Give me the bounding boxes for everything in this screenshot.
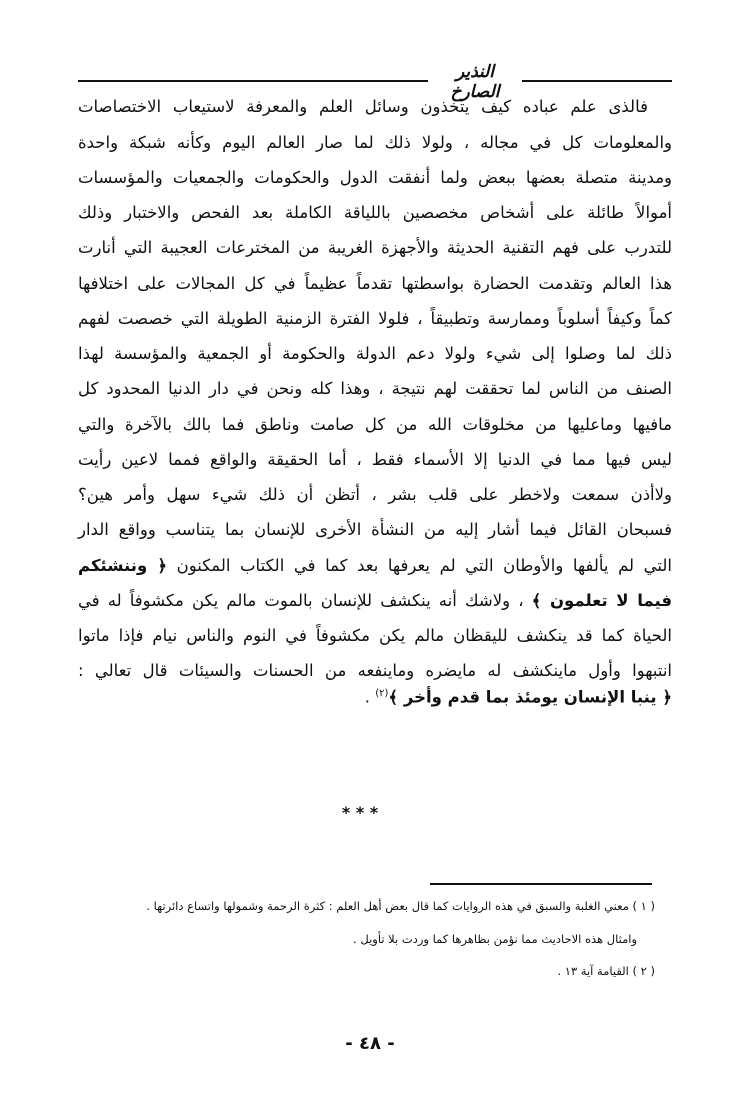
running-header-title: النذير الصارخ <box>450 62 500 102</box>
text-line: والمعلومات كل في مجاله ، ولولا ذلك لما صار العالم اليوم وكأنه شبكة واحدة <box>78 133 672 152</box>
text-line: هذا العالم وتقدمت الحضارة بواسطتها تقدماً عظيماً في كل المجالات على اختلافها <box>78 274 672 293</box>
section-separator: * * * <box>341 803 379 822</box>
text-line: ومدينة متصلة بعضها ببعض ولما أنفقت الدول والحكومات والجمعيات والمؤسسات <box>78 168 672 187</box>
footnote-ref: (٢) <box>375 688 389 699</box>
text-segment: ، ولاشك أنه ينكشف للإنسان بالموت مالم يكن مكشوفاً له في <box>78 591 532 610</box>
text-line <box>78 682 672 706</box>
header-rule-left <box>78 80 428 82</box>
text-line: كماً وكيفاً أسلوباً وممارسة وتطبيقاً ، فلولا الفترة الزمنية الطويلة التي خصصت لفهم <box>78 309 672 328</box>
text-segment: التي لم يألفها والأوطان التي لم يعرفها بعد كما في الكتاب المكنون <box>167 556 672 575</box>
quran-quote: ﴿ ينبا الإنسان يومئذ بما قدم وأخر ﴾ <box>388 687 672 707</box>
text-line: فالذى علم عباده كيف يتخذون وسائل العلم والمعرفة لاستيعاب الاختصاصات <box>78 97 648 116</box>
text-line: مافيها وماعليها من مخلوقات الله من كل صامت وناطق فما بالك بالآخرة والتي <box>78 415 672 434</box>
footnote: وامثال هذه الاحاديث مما نؤمن بظاهرها كما وردت بلا تأويل . <box>353 932 637 946</box>
text-line: للتدرب على فهم التقنية الحديثة والأجهزة الغريبة من المخترعات العجيبة التي أنارت <box>78 238 672 257</box>
footnote: ( ١ ) معني الغلبة والسبق في هذه الروايات كما قال بعض أهل العلم : كثرة الرحمة وشمولها واتساع دائرتها . <box>146 899 655 913</box>
footnote-rule <box>430 883 652 885</box>
text-line: الصنف من الناس لما تحققت لهم نتيجة ، وهذا كله ونحن في دار الدنيا المحدود كل <box>78 379 672 398</box>
text-segment: . <box>364 687 376 707</box>
quran-quote: ﴿ وننشئكم <box>78 556 167 575</box>
text-line: ذلك لما وصلوا إلى شيء ولولا دعم الدولة والحكومة أو الجمعية والمؤسسة لهذا <box>78 344 672 363</box>
text-line: أموالاً طائلة على أشخاص مخصصين باللياقة الكاملة بعد الفحص والاختبار وذلك <box>78 203 672 222</box>
quran-quote: فيما لا تعلمون ﴾ <box>531 591 673 610</box>
text-line: انتبهوا وأول ماينكشف له مايضره وماينفعه من الحسنات والسيئات قال تعالي : <box>78 661 672 680</box>
text-line: فسبحان القائل فيما أشار إليه من النشأة الأخرى للإنسان بما يتناسب وواقع الدار <box>78 520 672 539</box>
header-rule-right <box>522 80 672 82</box>
text-line: ليس فيها مما في الدنيا إلا الأسماء فقط ، أما الحقيقة والواقع فمما لاعين رأيت <box>78 450 672 469</box>
text-line: الحياة كما قد ينكشف لليقظان مالم يكن مكشوفاً في النوم والناس نيام فإذا ماتوا <box>78 626 672 645</box>
page-number: - ٤٨ - <box>345 1033 395 1054</box>
text-line: ولاأذن سمعت ولاخطر على قلب بشر ، أتظن أن ذلك شيء سهل وأمر هين؟ <box>78 485 672 504</box>
footnote: ( ٢ ) القيامة آية ١٣ . <box>557 964 655 978</box>
text-line <box>78 589 672 613</box>
text-line <box>78 554 672 578</box>
